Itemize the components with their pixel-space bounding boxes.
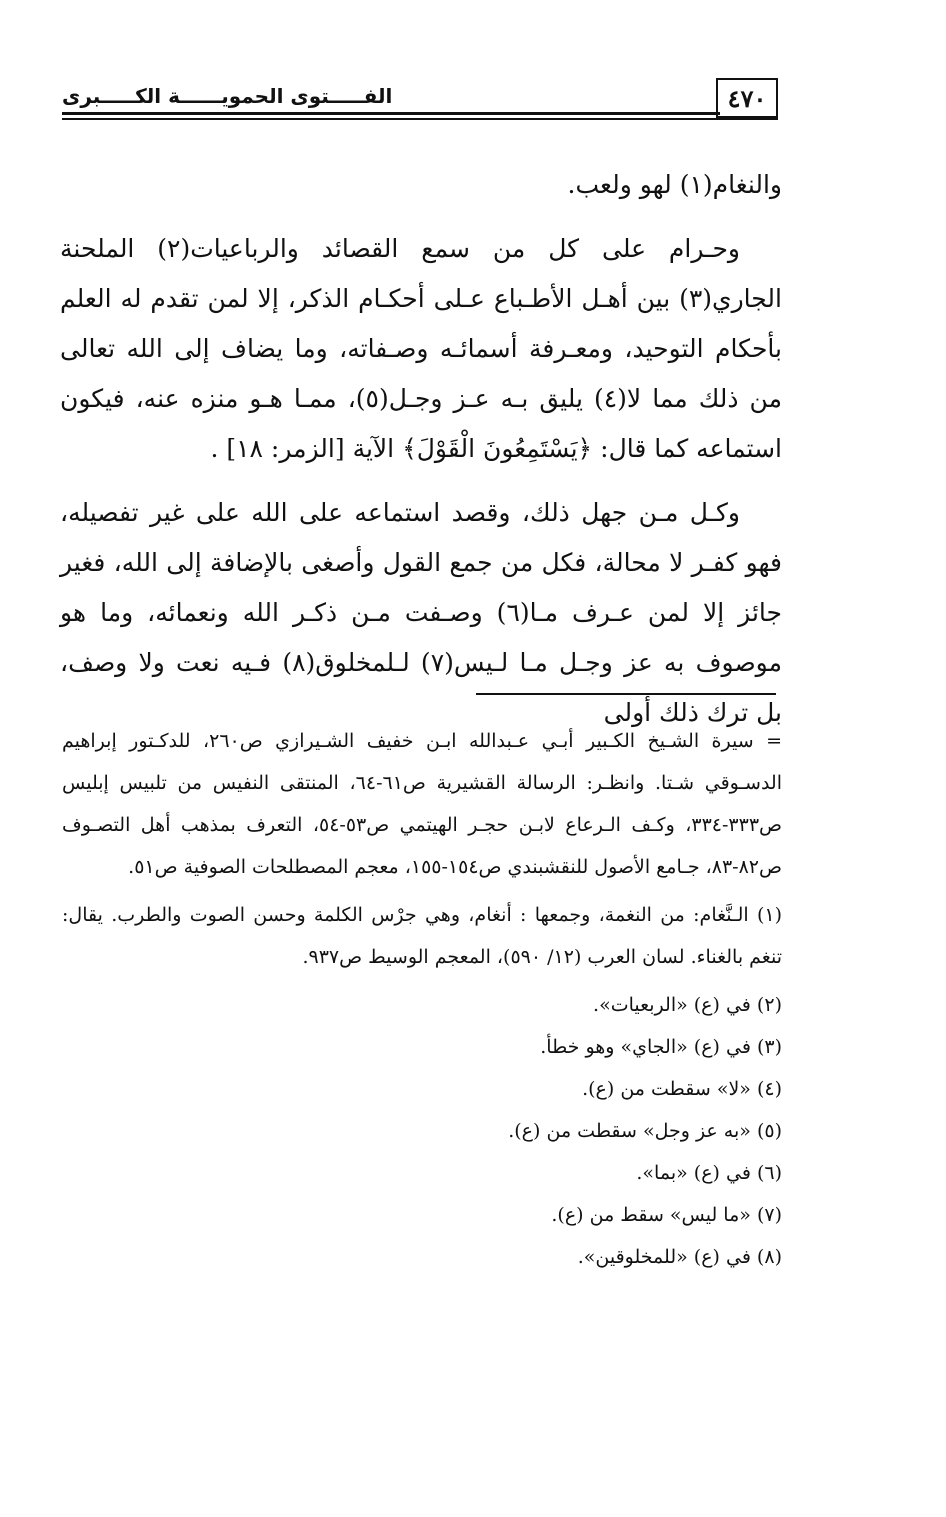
footnote-6: (٦) في (ع) «بما». bbox=[636, 1162, 782, 1184]
running-title: الفـــــتوى الحمويــــــة الكـــــبرى bbox=[62, 84, 393, 108]
footnotes bbox=[62, 720, 782, 1278]
footnote-1: (١) الـنَّغام: من النغمة، وجمعها : أنغام، وهي جرْس الكلمة وحسن الصوت والطرب. يقال: تنغم بالغناء. لسان العرب (١٢/ ٥٩٠)، المعجم الوسيط ص٩٣٧. bbox=[62, 904, 782, 968]
footnote-4: (٤) «لا» سقطت من (ع). bbox=[582, 1078, 782, 1100]
page-header bbox=[62, 78, 778, 126]
header-rule-double bbox=[62, 118, 778, 120]
footnote-2: (٢) في (ع) «الربعيات». bbox=[593, 994, 782, 1016]
footnote-7: (٧) «ما ليس» سقط من (ع). bbox=[551, 1204, 782, 1226]
footnote-continuation: = سيرة الشـيخ الكـبير أبـي عـبدالله ابـن خفيف الشـيرازي ص٢٦٠، للدكـتور إبراهيم الدسـوقي شـتا. وانظـر: الرسالة القشيرية ص٦١-٦٤، المنتقى النفيس من تلبيس إبليس ص٣٣٣-٣٣٤، وكـف الـرعاع لابـن حجـر الهيتمي ص٥٣-٥٤، التعرف بمذهب أهل التصـوف ص٨٢-٨٣، جـامع الأصول للنقشبندي ص١٥٤-١٥٥، معجم المصطلحات الصوفية ص٥١. bbox=[62, 730, 783, 878]
footnote-8: (٨) في (ع) «للمخلوقين». bbox=[577, 1246, 782, 1268]
paragraph-3: وكـل مـن جهل ذلك، وقصد استماعه على الله على غير تفصيله، فهو كفـر لا محالة، فكل من جمع القول وأصغى بالإضافة إلى الله، فغير جائز إلا لمن عـرف مـا(٦) وصـفت مـن ذكـر الله ونعمائه، وما هو موصوف به عز وجـل مـا لـيس(٧) لـلمخلوق(٨) فـيه نعت ولا وصف، بل ترك ذلك أولى bbox=[60, 498, 783, 727]
footnote-separator bbox=[476, 693, 776, 695]
footnote-3: (٣) في (ع) «الجاي» وهو خطأ. bbox=[540, 1036, 782, 1058]
page-number: ٤٧٠ bbox=[716, 78, 778, 118]
header-rule bbox=[62, 112, 720, 115]
paragraph-2: وحـرام على كل من سمع القصائد والرباعيات(٢) الملحنة الجاري(٣) بين أهـل الأطـباع عـلى أحكـام الذكر، إلا لمن تقدم له العلم بأحكام التوحيد، ومعـرفة أسمائـه وصـفاته، وما يضاف إلى الله تعالى من ذلك مما لا(٤) يليق بـه عـز وجـل(٥)، ممـا هـو منزه عنه، فيكون استماعه كما قال: ﴿يَسْتَمِعُونَ الْقَوْلَ﴾ الآية [الزمر: ١٨] . bbox=[60, 234, 782, 463]
footnote-5: (٥) «به عز وجل» سقطت من (ع). bbox=[508, 1120, 782, 1142]
paragraph-1: والنغام(١) لهو ولعب. bbox=[567, 170, 782, 199]
main-text bbox=[60, 160, 782, 752]
